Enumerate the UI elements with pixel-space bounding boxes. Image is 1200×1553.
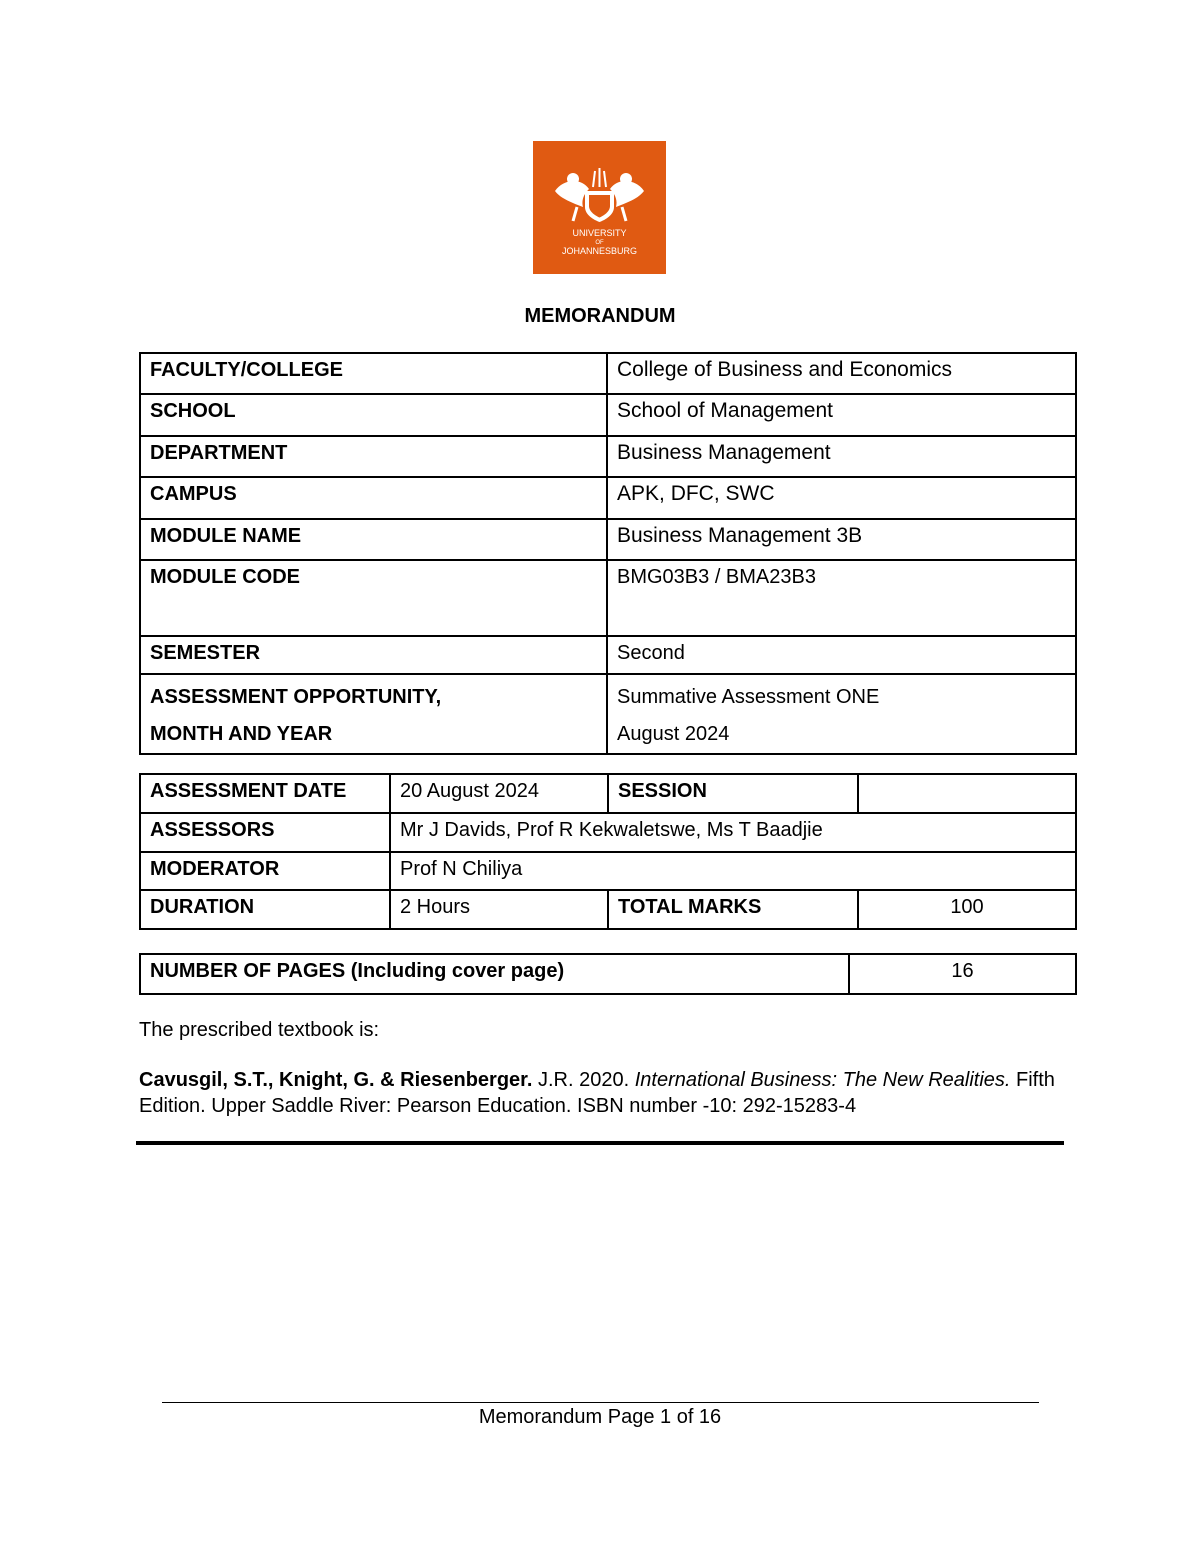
campus-label: CAMPUS: [140, 477, 607, 519]
session-value: [858, 774, 1076, 813]
table-row: [140, 674, 1076, 754]
citation-title: International Business: The New Realities.: [634, 1069, 1011, 1091]
table-row: [140, 560, 1076, 636]
assessment-opportunity-value: [607, 674, 1076, 754]
table-row: [140, 636, 1076, 674]
semester-value: Second: [607, 636, 1076, 674]
assessors-value: Mr J Davids, Prof R Kekwaletswe, Ms T Baadjie: [390, 813, 1076, 852]
prescribed-intro: The prescribed textbook is:: [139, 1019, 380, 1041]
page-count-table: [139, 953, 1077, 995]
citation-authors: Cavusgil, S.T., Knight, G. & Riesenberger.: [139, 1069, 533, 1091]
module-details-table: [139, 352, 1077, 755]
assessment-date-label: ASSESSMENT DATE: [140, 774, 390, 813]
department-label: DEPARTMENT: [140, 436, 607, 477]
table-row: [140, 394, 1076, 436]
school-value: School of Management: [607, 394, 1076, 436]
logo-line-2: OF: [595, 240, 604, 246]
assessment-table: [139, 773, 1077, 930]
table-row: [140, 813, 1076, 852]
assessment-opportunity-label: [140, 674, 607, 754]
department-value: Business Management: [607, 436, 1076, 477]
assessors-label: ASSESSORS: [140, 813, 390, 852]
faculty-value: College of Business and Economics: [607, 353, 1076, 394]
total-marks-value: 100: [858, 890, 1076, 929]
table-row: [140, 954, 1076, 994]
table-row: [140, 890, 1076, 929]
semester-label: SEMESTER: [140, 636, 607, 674]
module-code-value: BMG03B3 / BMA23B3: [607, 560, 1076, 636]
number-of-pages-value: 16: [849, 954, 1076, 994]
table-row: [140, 852, 1076, 890]
assessment-opportunity-line-1: ASSESSMENT OPPORTUNITY,: [150, 686, 442, 708]
logo-line-3: JOHANNESBURG: [561, 246, 637, 256]
school-label: SCHOOL: [140, 394, 607, 436]
logo-line-1: UNIVERSITY: [572, 228, 627, 238]
university-logo: [533, 141, 666, 274]
duration-value: 2 Hours: [390, 890, 608, 929]
module-name-value: Business Management 3B: [607, 519, 1076, 560]
table-row: [140, 353, 1076, 394]
footer-divider: [162, 1402, 1039, 1403]
module-name-label: MODULE NAME: [140, 519, 607, 560]
document-title: MEMORANDUM: [524, 305, 676, 327]
assessment-date-value: 20 August 2024: [390, 774, 608, 813]
citation-year: J.R. 2020.: [532, 1069, 635, 1091]
moderator-value: Prof N Chiliya: [390, 852, 1076, 890]
session-label: SESSION: [608, 774, 858, 813]
citation-rest: Fifth Edition. Upper Saddle River: Pearson Education. ISBN number -10: 292-15283-4: [139, 1069, 1055, 1117]
divider-rule: [136, 1141, 1064, 1145]
table-row: [140, 477, 1076, 519]
campus-value: APK, DFC, SWC: [607, 477, 1076, 519]
textbook-citation: [139, 1067, 1069, 1119]
table-row: [140, 436, 1076, 477]
total-marks-label: TOTAL MARKS: [608, 890, 858, 929]
page-footer: Memorandum Page 1 of 16: [478, 1406, 722, 1428]
assessment-opportunity-value-line-2: August 2024: [617, 723, 730, 745]
module-code-label: MODULE CODE: [140, 560, 607, 636]
faculty-label: FACULTY/COLLEGE: [140, 353, 607, 394]
duration-label: DURATION: [140, 890, 390, 929]
table-row: [140, 519, 1076, 560]
number-of-pages-label: NUMBER OF PAGES (Including cover page): [140, 954, 849, 994]
table-row: [140, 774, 1076, 813]
assessment-opportunity-line-2: MONTH AND YEAR: [150, 723, 333, 745]
moderator-label: MODERATOR: [140, 852, 390, 890]
assessment-opportunity-value-line-1: Summative Assessment ONE: [617, 686, 880, 708]
